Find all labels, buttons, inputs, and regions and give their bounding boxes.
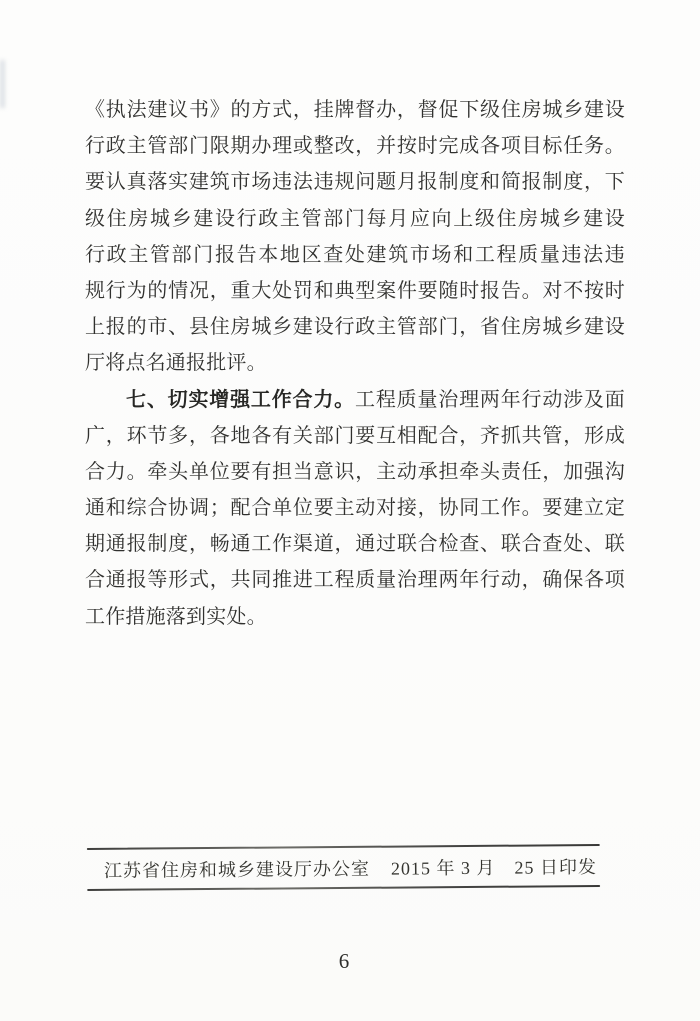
- scan-artifact: [0, 60, 5, 108]
- text-line: 广，环节多，各地各有关部门要互相配合，齐抓共管，形成: [85, 424, 625, 447]
- text-line: 规行为的情况，重大处罚和典型案件要随时报告。对不按时: [85, 279, 625, 302]
- text-line: 期通报制度，畅通工作渠道，通过联合检查、联合查处、联: [85, 533, 625, 556]
- text-line: 合通报等形式，共同推进工程质量治理两年行动，确保各项: [85, 569, 625, 592]
- text-line: 通和综合协调；配合单位要主动对接，协同工作。要建立定: [85, 497, 625, 520]
- text-line: 工作措施落到实处。: [85, 605, 267, 628]
- text-line: 行政主管部门报告本地区查处建筑市场和工程质量违法违: [85, 243, 625, 266]
- text-line: 厅将点名通报批评。: [85, 352, 267, 375]
- text-line: 合力。牵头单位要有担当意识，主动承担牵头责任，加强沟: [85, 460, 625, 483]
- text-line: 《执法建议书》的方式，挂牌督办，督促下级住房城乡建设: [85, 99, 625, 121]
- text-line: 上报的市、县住房城乡建设行政主管部门，省住房城乡建设: [85, 316, 625, 339]
- issuing-office-label: 江苏省住房和城乡建设厅办公室: [103, 858, 371, 881]
- text-run: 工程质量治理两年行动涉及面: [355, 388, 626, 411]
- footer-row: [87, 846, 600, 889]
- document-text-block: [85, 92, 625, 635]
- footer: [87, 844, 600, 891]
- section-heading: 七、切实增强工作合力。: [126, 388, 355, 411]
- text-line: 要认真落实建筑市场违法违规问题月报制度和简报制度，下: [85, 171, 625, 194]
- text-line: [85, 382, 625, 418]
- page-number: 6: [338, 949, 350, 973]
- print-date-label: 2015 年 3 月 25 日印发: [390, 856, 598, 879]
- text-line: 行政主管部门限期办理或整改，并按时完成各项目标任务。: [85, 135, 625, 158]
- text-line: 级住房城乡建设行政主管部门每月应向上级住房城乡建设: [85, 207, 625, 230]
